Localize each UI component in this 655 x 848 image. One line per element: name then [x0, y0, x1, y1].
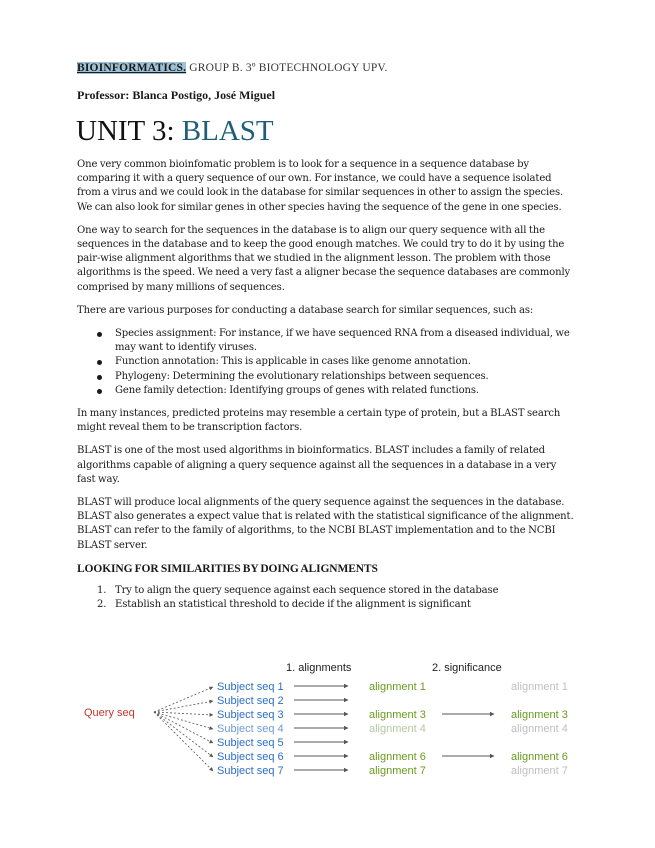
significance-label: alignment 3	[511, 709, 568, 721]
subject-seq-label: Subject seq 1	[217, 681, 284, 693]
list-item: Gene family detection: Identifying groups of genes with related functions.	[115, 384, 577, 398]
step-text: Try to align the query sequence against each sequence stored in the database	[115, 585, 499, 597]
subject-seq-label: Subject seq 3	[217, 709, 284, 721]
query-arrows	[154, 687, 213, 771]
alignment-label: alignment 3	[369, 709, 426, 721]
alignment-label: alignment 1	[369, 681, 426, 693]
blast-diagram-svg	[80, 656, 580, 781]
query-arrow	[154, 712, 213, 771]
subject-seq-label: Subject seq 7	[217, 765, 284, 777]
query-arrow	[154, 712, 213, 743]
significance-label: alignment 4	[511, 723, 568, 735]
section-heading: LOOKING FOR SIMILARITIES BY DOING ALIGNMENTS	[77, 562, 378, 575]
step-number: 2.	[97, 599, 107, 611]
significance-list	[511, 681, 568, 777]
query-arrow	[154, 687, 213, 712]
list-item: Phylogeny: Determining the evolutionary relationships between sequences.	[115, 370, 577, 384]
professor-line: Professor: Blanca Postigo, José Miguel	[77, 88, 276, 102]
course-header-rest: GROUP B. 3º BIOTECHNOLOGY UPV.	[186, 62, 388, 74]
paragraph: BLAST is one of the most used algorithms in bioinformatics. BLAST includes a family of related algorithms capable of aligning a query sequence against all the sequences in a database in a very fast way.	[77, 445, 557, 485]
significance-label: alignment 7	[511, 765, 568, 777]
step-number: 1.	[97, 585, 107, 597]
course-header	[77, 62, 388, 74]
title-accent: BLAST	[181, 115, 274, 147]
paragraph: BLAST will produce local alignments of the query sequence against the sequences in the database. BLAST also generates a expect value that is related with the statistical significance of the alignment. BLAST can refer to the family of algorithms, to the NCBI BLAST implementation and to the NCBI BLAST server.	[77, 497, 574, 551]
col2-title: 2. significance	[432, 662, 502, 674]
col1-title: 1. alignments	[286, 662, 352, 674]
subject-seq-label: Subject seq 6	[217, 751, 284, 763]
paragraph: One way to search for the sequences in the database is to align our query sequence with all the sequences in the database and to keep the good enough matches. We could try to do it by using the pair-wise alignment algorithms that we studied in the alignment lesson. The problem with those algorithms is the speed. We need a very fast a aligner becase the sequence databases are commonly comprised by many millions of sequences.	[77, 224, 571, 293]
alignment-label: alignment 4	[369, 723, 426, 735]
subject-seq-label: Subject seq 4	[217, 723, 284, 735]
list-item: Function annotation: This is applicable in cases like genome annotation.	[115, 355, 577, 369]
body-text	[77, 158, 577, 612]
paragraph: In many instances, predicted proteins may resemble a certain type of protein, but a BLAST search might reveal them to be transcription factors.	[77, 408, 561, 434]
alignment-label: alignment 6	[369, 751, 426, 763]
alignment-arrows	[294, 686, 348, 770]
query-label: Query seq	[84, 707, 135, 719]
significance-label: alignment 6	[511, 751, 568, 763]
page-title	[76, 115, 274, 148]
alignment-label: alignment 7	[369, 765, 426, 777]
paragraph: One very common bioinfomatic problem is to look for a sequence in a sequence database by comparing it with a query sequence of our own. For instance, we could have a sequence isolated from a virus and we could look in the database for similar sequences in other to assign the species. We can also look for similar genes in other species having the sequence of the gene in one species.	[77, 159, 564, 213]
steps-list	[77, 584, 577, 612]
subject-list	[217, 681, 284, 777]
list-item: Species assignment: For instance, if we have sequenced RNA from a diseased individual, we may want to identify viruses.	[115, 327, 577, 355]
course-header-highlight: BIOINFORMATICS.	[77, 62, 187, 74]
significance-label: alignment 1	[511, 681, 568, 693]
title-prefix: UNIT 3:	[76, 115, 175, 147]
subject-seq-label: Subject seq 2	[217, 695, 284, 707]
list-item	[97, 584, 577, 598]
paragraph: There are various purposes for conducting a database search for similar sequences, such as:	[77, 304, 534, 316]
blast-diagram	[80, 656, 580, 785]
list-item	[97, 598, 577, 612]
alignment-list	[369, 681, 426, 777]
purposes-list	[77, 327, 577, 398]
query-arrow	[154, 712, 213, 757]
step-text: Establish an statistical threshold to decide if the alignment is significant	[115, 599, 471, 611]
query-arrow	[154, 701, 213, 712]
significance-arrows	[442, 714, 494, 756]
subject-seq-label: Subject seq 5	[217, 737, 284, 749]
